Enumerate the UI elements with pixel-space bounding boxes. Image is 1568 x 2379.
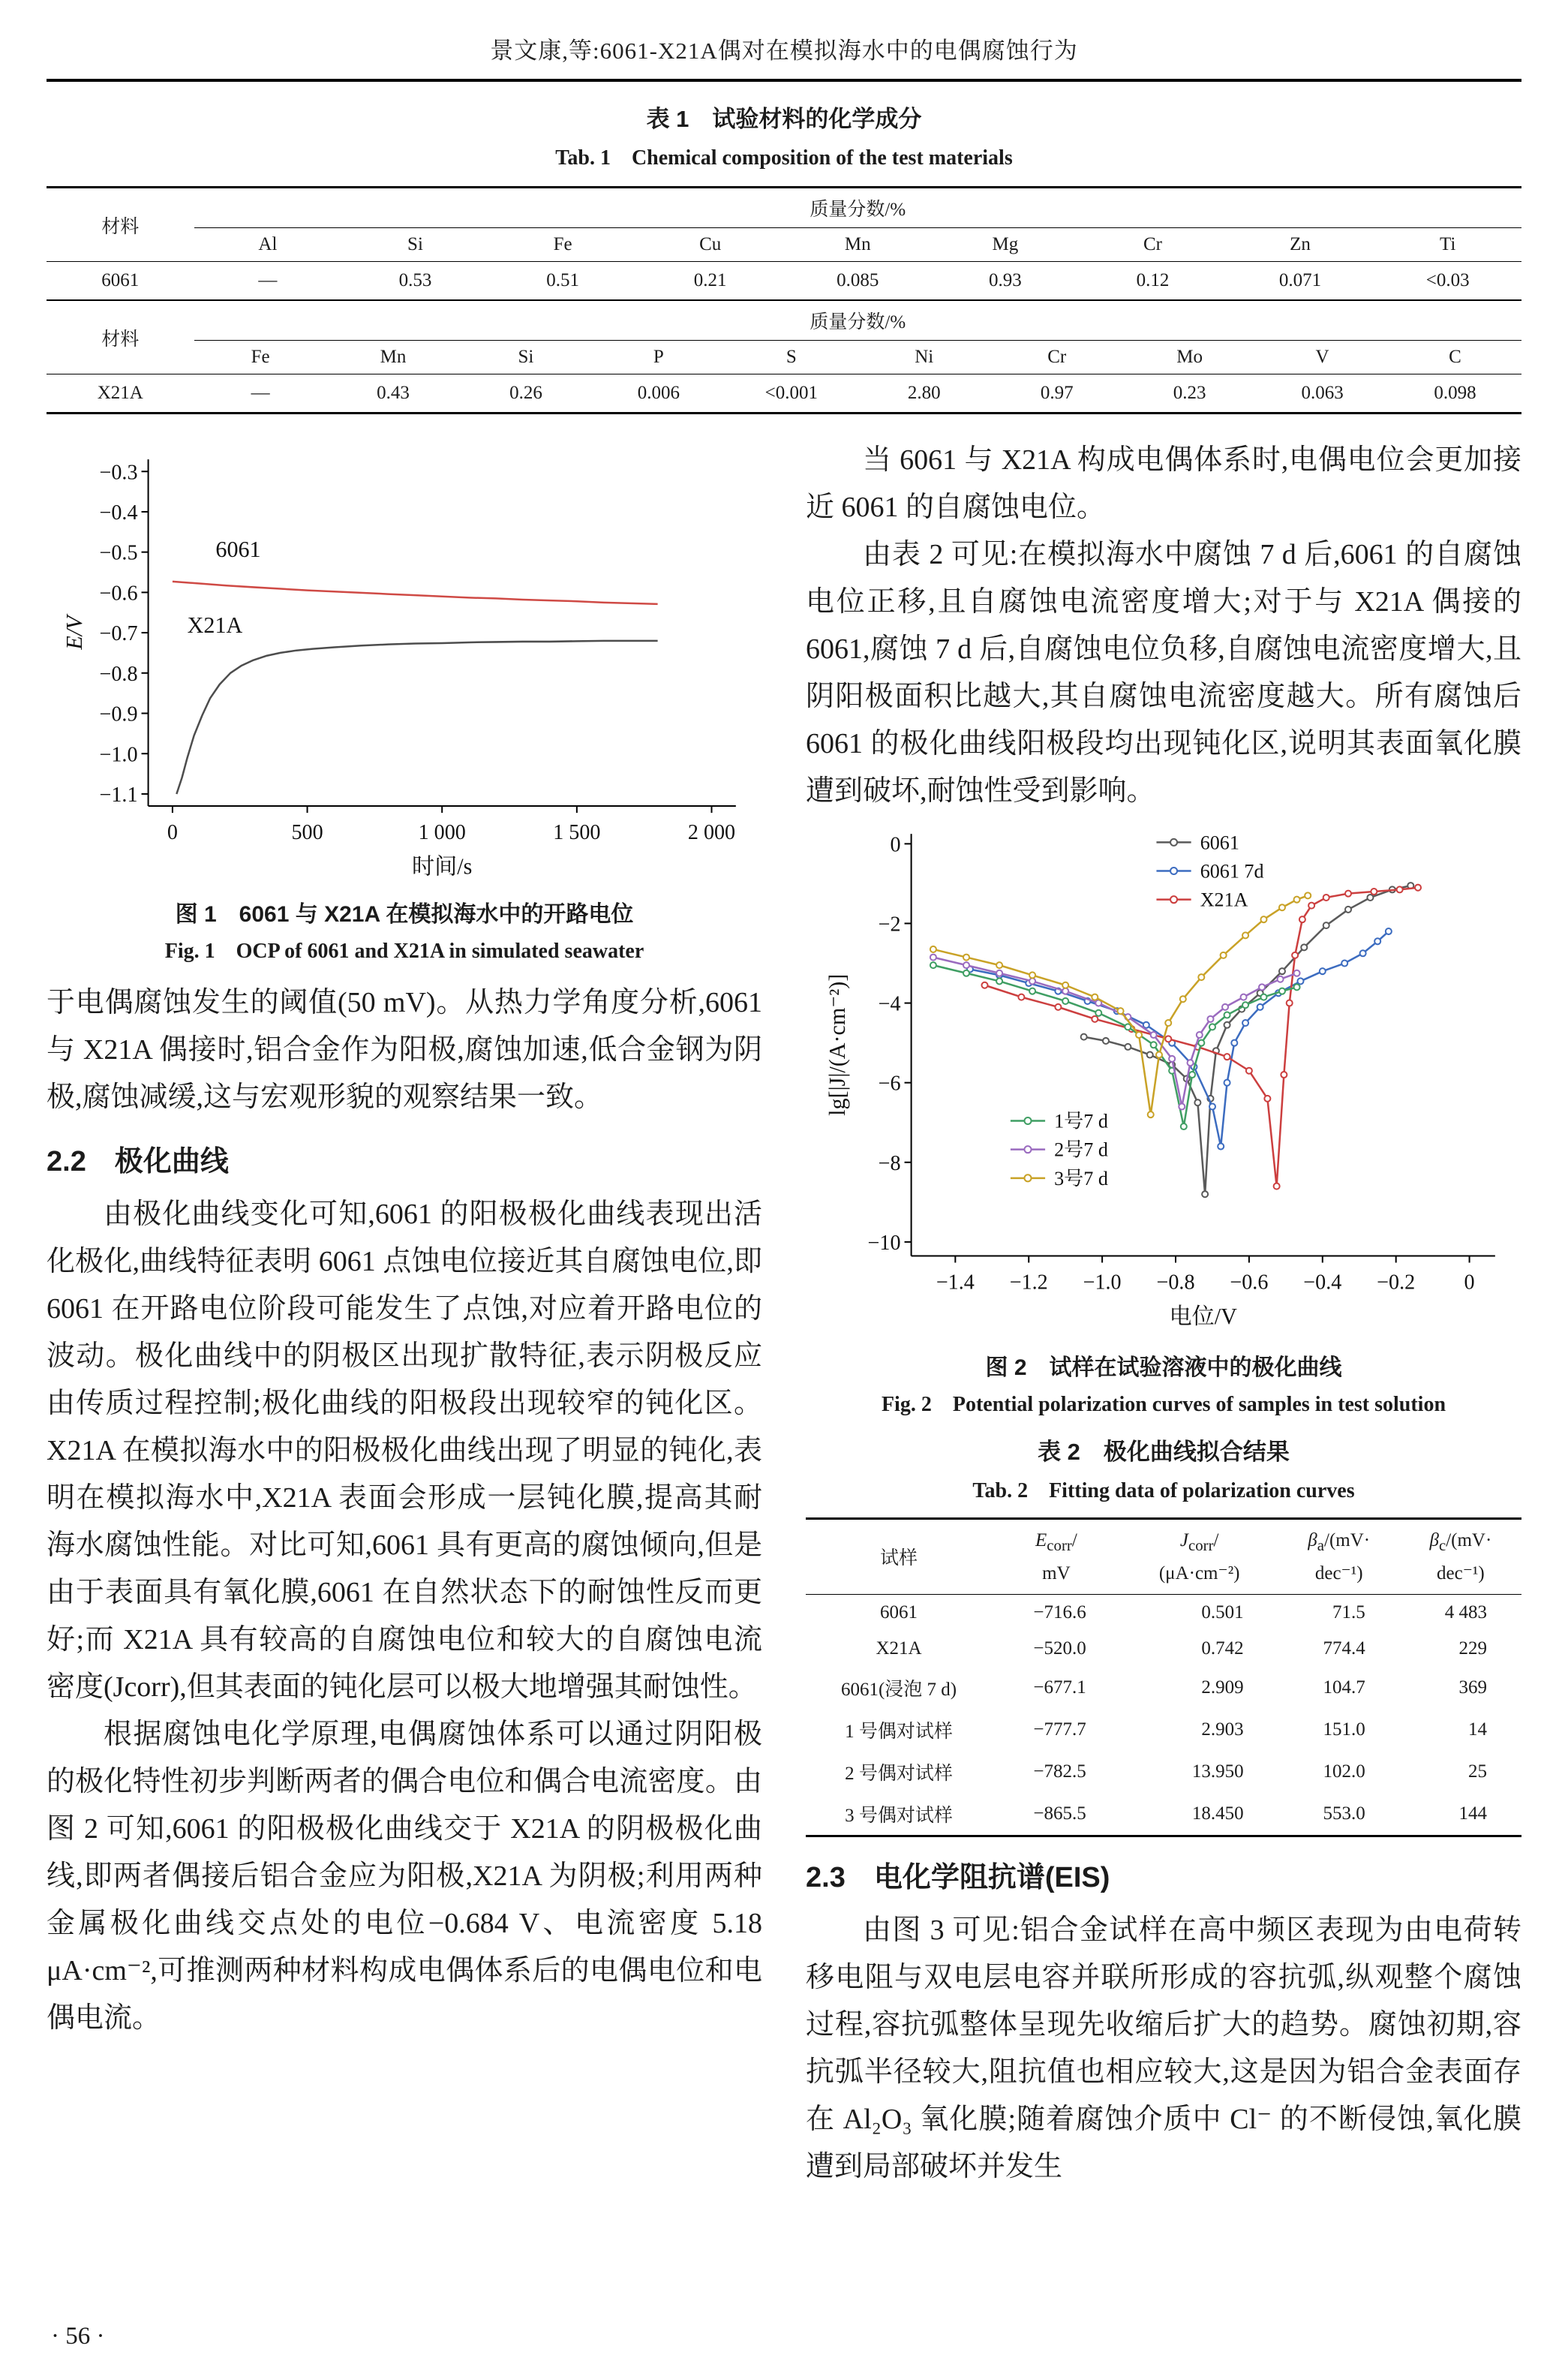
- table1-block-6061: [47, 186, 1521, 301]
- series-marker: [1274, 1183, 1280, 1190]
- series-marker: [1224, 1080, 1230, 1086]
- right-column: [806, 437, 1521, 2191]
- sample-name: 6061(浸泡 7 d): [840, 1679, 957, 1700]
- mass-value: 0.97: [1040, 383, 1074, 403]
- table-row: [806, 1793, 1521, 1836]
- y-tick-label: −0.4: [99, 501, 138, 525]
- series-marker: [1095, 1010, 1101, 1016]
- series-marker: [1125, 1044, 1131, 1050]
- table2-fitting-results: [806, 1517, 1521, 1837]
- legend-label: 3号7 d: [1054, 1167, 1108, 1190]
- series-marker: [1062, 982, 1068, 988]
- y-axis-label: E/V: [62, 615, 88, 650]
- x-tick-label: 1 500: [553, 821, 601, 845]
- legend-marker: [1024, 1174, 1031, 1181]
- series-marker: [1169, 1056, 1175, 1062]
- table1-title-en: Tab. 1 Chemical composition of the test materials: [555, 146, 1013, 170]
- series-marker: [963, 962, 969, 968]
- element-symbol: Fe: [489, 228, 637, 262]
- series-marker: [1018, 994, 1024, 1000]
- chem-header-row: [47, 301, 1521, 341]
- element-symbol: Mn: [784, 228, 932, 262]
- mass-value: 0.071: [1278, 270, 1322, 290]
- fig1-caption-zh: 图 1 6061 与 X21A 在模拟海水中的开路电位: [175, 901, 634, 927]
- y-tick-label: −2: [878, 913, 901, 937]
- polarization-chart: [806, 815, 1521, 1343]
- material-label: 材料: [47, 188, 194, 262]
- y-tick-label: −4: [878, 992, 901, 1016]
- series-marker: [1374, 938, 1380, 944]
- series-marker: [1202, 1191, 1208, 1197]
- fit-value: 229: [1458, 1638, 1487, 1659]
- series-marker: [1397, 886, 1403, 892]
- y-tick-label: −1.0: [99, 743, 138, 767]
- series-marker: [996, 962, 1002, 968]
- series-marker: [1242, 1002, 1248, 1008]
- element-symbol: P: [592, 341, 725, 374]
- material-name: 6061: [101, 270, 140, 290]
- sample-name: 2 号偶对试样: [845, 1763, 953, 1784]
- table-row: [806, 1751, 1521, 1793]
- element-symbol: Cr: [1079, 228, 1227, 262]
- series-marker: [1278, 976, 1284, 982]
- fit-value: 2.909: [1201, 1677, 1244, 1698]
- y-tick-label: −0.7: [99, 622, 138, 646]
- table1-section: [47, 100, 1521, 414]
- fig2-caption-zh: 图 2 试样在试验溶液中的极化曲线: [985, 1355, 1342, 1380]
- series-marker: [1323, 895, 1329, 901]
- series-marker: [1181, 1123, 1187, 1129]
- fit-value: 102.0: [1323, 1761, 1365, 1782]
- series-marker: [930, 946, 936, 952]
- fit-value: −782.5: [1033, 1761, 1086, 1782]
- paragraph: 当 6061 与 X21A 构成电偶体系时,电偶电位会更加接近 6061 的自腐蚀电位。: [806, 444, 1521, 523]
- fit-value: 151.0: [1323, 1719, 1365, 1740]
- series-marker: [1118, 1008, 1124, 1014]
- series-marker: [1136, 1032, 1142, 1038]
- series-marker: [1092, 1016, 1098, 1022]
- series-marker: [1281, 1072, 1287, 1078]
- series-marker: [1279, 968, 1285, 974]
- paragraph: 由图 3 可见:铝合金试样在高中频区表现为由电荷转移电阻与双电层电容并联所形成的容抗弧,纵观整个腐蚀过程,容抗弧整体呈现先收缩后扩大的趋势。腐蚀初期,容抗弧半径较大,阻抗值也相应较大,这是因为铝合金表面存在 Al₂O₃ 氧化膜;随着腐蚀介质中 Cl⁻ 的不断侵蚀,氧化膜遭到局部破坏并发生: [806, 1914, 1521, 2182]
- chem-symbol-row: [47, 228, 1521, 262]
- left-column: [47, 437, 762, 2191]
- table2-col-sample: 试样: [806, 1518, 992, 1594]
- curve-label: 6061: [215, 537, 261, 563]
- x-tick-label: −1.2: [1009, 1271, 1048, 1295]
- series-marker: [1386, 928, 1392, 934]
- series-marker: [1242, 932, 1248, 938]
- series-marker: [1257, 1004, 1263, 1010]
- y-tick-label: −0.5: [99, 541, 138, 565]
- series-marker: [1224, 1012, 1230, 1018]
- mass-value: 0.23: [1173, 383, 1206, 403]
- fit-value: −716.6: [1033, 1602, 1086, 1623]
- series-marker: [1222, 1004, 1228, 1010]
- mass-value: —: [258, 270, 278, 290]
- series-marker: [930, 962, 936, 968]
- sample-name: 6061: [880, 1602, 918, 1623]
- sample-name: 3 号偶对试样: [845, 1805, 953, 1826]
- series-marker: [1292, 952, 1298, 958]
- series-marker: [1224, 1022, 1230, 1028]
- element-symbol: Zn: [1227, 228, 1374, 262]
- series-marker: [1209, 1024, 1215, 1030]
- series-marker: [1197, 1032, 1203, 1038]
- element-symbol: S: [725, 341, 858, 374]
- series-marker: [1294, 984, 1300, 990]
- series-marker: [1260, 994, 1266, 1000]
- series-marker: [1151, 1032, 1157, 1038]
- y-tick-label: −8: [878, 1151, 901, 1175]
- series-line-X21A: [176, 641, 657, 794]
- series-marker: [1294, 970, 1300, 976]
- x-tick-label: 0: [1464, 1271, 1475, 1295]
- legend-label: 2号7 d: [1054, 1138, 1108, 1161]
- series-marker: [1305, 892, 1311, 898]
- fit-value: 4 483: [1444, 1602, 1487, 1623]
- fig1-caption: [47, 895, 762, 964]
- series-marker: [1198, 1040, 1204, 1046]
- series-marker: [1180, 996, 1186, 1002]
- series-line-3号7 d: [933, 895, 1308, 1114]
- table-row: [47, 262, 1521, 301]
- fit-value: −865.5: [1033, 1803, 1086, 1824]
- table1-title-zh: 表 1 试验材料的化学成分: [646, 106, 922, 132]
- material-name: X21A: [97, 383, 143, 403]
- fit-value: 13.950: [1191, 1761, 1244, 1782]
- series-marker: [1308, 903, 1314, 909]
- paragraph: 由表 2 可见:在模拟海水中腐蚀 7 d 后,6061 的自腐蚀电位正移,且自腐蚀电流密度增大;对于与 X21A 偶接的 6061,腐蚀 7 d 后,自腐蚀电位负移,自腐蚀电流密度增大,且阴阳极面积比越大,其自腐蚀电流密度越大。所有腐蚀后 6061 的极化曲线阳极段均出现钝化区,说明其表面氧化膜遭到破坏,耐蚀性受到影响。: [806, 539, 1521, 807]
- element-symbol: C: [1389, 341, 1521, 374]
- mass-value: 0.085: [837, 270, 879, 290]
- y-tick-label: 0: [890, 833, 901, 857]
- fit-value: 144: [1458, 1803, 1487, 1824]
- page-header: [47, 32, 1521, 82]
- chem-header-row: [47, 188, 1521, 228]
- series-marker: [963, 955, 969, 961]
- series-line-2号7 d: [933, 958, 1297, 1107]
- table2-col-jcorr: $J_{corr}/$ (μA·cm⁻²): [1121, 1518, 1278, 1594]
- series-marker: [1029, 978, 1035, 984]
- mass-fraction-label: 质量分数/%: [194, 188, 1521, 228]
- x-tick-label: −1.4: [936, 1271, 975, 1295]
- mass-value: <0.03: [1425, 270, 1470, 290]
- fit-value: −677.1: [1033, 1677, 1086, 1698]
- mass-value: 0.53: [398, 270, 432, 290]
- fig2-caption: [806, 1349, 1521, 1418]
- series-marker: [1415, 885, 1421, 891]
- legend-label: 6061 7d: [1200, 860, 1264, 883]
- x-tick-label: 500: [291, 821, 323, 845]
- series-marker: [1062, 988, 1068, 994]
- table2-col-ecorr: $E_{corr}/$ mV: [992, 1518, 1121, 1594]
- series-marker: [1345, 891, 1351, 897]
- series-marker: [1371, 889, 1377, 895]
- table1-block-x21a: [47, 301, 1521, 414]
- fit-value: 2.903: [1201, 1719, 1244, 1740]
- running-head: 景文康,等:6061-X21A偶对在模拟海水中的电偶腐蚀行为: [490, 38, 1078, 64]
- legend-label: 1号7 d: [1054, 1110, 1108, 1132]
- series-marker: [1092, 994, 1098, 1000]
- fit-value: 25: [1468, 1761, 1487, 1782]
- fit-value: 553.0: [1323, 1803, 1365, 1824]
- sample-name: 1 号偶对试样: [845, 1721, 953, 1742]
- mass-value: 0.26: [509, 383, 542, 403]
- mass-value: 0.098: [1434, 383, 1476, 403]
- series-marker: [1179, 1104, 1185, 1110]
- header-rule: [47, 79, 1521, 82]
- element-symbol: Si: [459, 341, 592, 374]
- x-tick-label: −0.6: [1230, 1271, 1269, 1295]
- element-symbol: Cr: [990, 341, 1123, 374]
- table2-header-row: [806, 1518, 1521, 1594]
- sample-name: X21A: [876, 1638, 922, 1659]
- series-marker: [963, 970, 969, 976]
- series-line-6061: [1084, 886, 1411, 1194]
- series-marker: [1055, 1004, 1061, 1010]
- element-symbol: Mo: [1123, 341, 1256, 374]
- mass-value: 0.12: [1136, 270, 1170, 290]
- series-marker: [1218, 1144, 1224, 1150]
- series-marker: [1320, 968, 1326, 974]
- x-tick-label: 2 000: [687, 821, 736, 845]
- element-symbol: Fe: [194, 341, 327, 374]
- series-marker: [1259, 984, 1265, 990]
- mass-value: 0.063: [1301, 383, 1344, 403]
- series-marker: [1241, 994, 1247, 1000]
- y-tick-label: −6: [878, 1072, 901, 1096]
- series-marker: [1188, 1060, 1194, 1066]
- mass-value: 0.006: [637, 383, 680, 403]
- table-row: [806, 1631, 1521, 1667]
- fit-value: 0.501: [1201, 1602, 1244, 1623]
- ocp-chart: [47, 437, 762, 889]
- y-tick-label: −0.9: [99, 702, 138, 726]
- y-tick-label: −0.3: [99, 461, 138, 485]
- fit-value: 369: [1458, 1677, 1487, 1698]
- series-marker: [1165, 1020, 1171, 1026]
- series-marker: [1151, 1042, 1157, 1048]
- legend-marker: [1170, 868, 1177, 874]
- x-tick-label: −0.8: [1156, 1271, 1195, 1295]
- paragraph: 于电偶腐蚀发生的阈值(50 mV)。从热力学角度分析,6061 与 X21A 偶接时,铝合金作为阳极,腐蚀加速,低合金钢为阴极,腐蚀减缓,这与宏观形貌的观察结果一致。: [47, 986, 762, 1113]
- legend-marker: [1024, 1146, 1031, 1153]
- two-column-body: [47, 437, 1521, 2191]
- series-line-1号7 d: [933, 965, 1297, 1126]
- mass-value: —: [251, 383, 270, 403]
- table-row: [806, 1594, 1521, 1631]
- fit-value: 18.450: [1191, 1803, 1244, 1824]
- series-marker: [1264, 1096, 1270, 1102]
- x-tick-label: −0.2: [1377, 1271, 1416, 1295]
- series-marker: [1103, 1038, 1109, 1044]
- y-tick-label: −10: [867, 1231, 901, 1255]
- table2-col-beta-a: $\beta_a/(mV\cdot$ dec⁻¹): [1278, 1518, 1400, 1594]
- series-marker: [1297, 978, 1303, 984]
- paragraph: 根据腐蚀电化学原理,电偶腐蚀体系可以通过阴阳极的极化特性初步判断两者的偶合电位和偶合电流密度。由图 2 可知,6061 的阳极极化曲线交于 X21A 的阴极极化曲线,即两者偶接后铝合金应为阳极,X21A 为阴极;利用两种金属极化曲线交点处的电位−0.684 V、电流密度 5.18 μA·cm⁻²,可推测两种材料构成电偶体系后的电偶电位和电偶电流。: [47, 1718, 762, 2034]
- mass-value: <0.001: [764, 383, 818, 403]
- table2-body: [806, 1594, 1521, 1836]
- series-marker: [981, 982, 987, 988]
- series-marker: [1323, 922, 1329, 928]
- series-marker: [1279, 988, 1285, 994]
- fit-value: −777.7: [1033, 1719, 1086, 1740]
- x-tick-label: 0: [167, 821, 178, 845]
- series-marker: [1224, 1054, 1230, 1060]
- series-marker: [1209, 1104, 1215, 1110]
- series-marker: [1294, 897, 1300, 903]
- section-heading-2-3: 2.3 电化学阻抗谱(EIS): [806, 1861, 1110, 1893]
- table2-title-en: Tab. 2 Fitting data of polarization curves: [972, 1478, 1355, 1502]
- material-label: 材料: [47, 301, 194, 374]
- series-marker: [1242, 1020, 1248, 1026]
- series-marker: [1029, 972, 1035, 978]
- table-row: [806, 1709, 1521, 1751]
- series-marker: [1360, 950, 1366, 956]
- series-marker: [1194, 1099, 1200, 1105]
- series-marker: [1148, 1111, 1154, 1117]
- curve-label: X21A: [187, 612, 243, 639]
- legend-marker: [1024, 1117, 1031, 1124]
- element-symbol: Ti: [1374, 228, 1521, 262]
- mass-value: 0.21: [693, 270, 727, 290]
- figure-2: [806, 815, 1521, 1418]
- element-symbol: Mn: [327, 341, 460, 374]
- series-marker: [996, 970, 1002, 976]
- fig1-caption-en: Fig. 1 OCP of 6061 and X21A in simulated seawater: [164, 939, 644, 963]
- series-marker: [1345, 907, 1351, 913]
- series-marker: [1279, 904, 1285, 910]
- y-tick-label: −0.6: [99, 582, 138, 606]
- mass-fraction-label: 质量分数/%: [194, 301, 1521, 341]
- section-heading-2-2: 2.2 极化曲线: [47, 1145, 229, 1177]
- series-marker: [1198, 974, 1204, 980]
- table2-title-zh: 表 2 极化曲线拟合结果: [1038, 1438, 1290, 1465]
- element-symbol: V: [1256, 341, 1389, 374]
- legend-marker: [1170, 839, 1177, 846]
- element-symbol: Ni: [858, 341, 990, 374]
- fit-value: 774.4: [1323, 1638, 1365, 1659]
- series-marker: [1301, 944, 1307, 950]
- fit-value: 14: [1468, 1719, 1487, 1740]
- chem-symbol-row: [47, 341, 1521, 374]
- series-marker: [1207, 1016, 1213, 1022]
- series-marker: [1143, 1022, 1149, 1028]
- element-symbol: Cu: [636, 228, 784, 262]
- series-marker: [1189, 1072, 1195, 1078]
- series-line-6061: [173, 582, 658, 604]
- fit-value: −520.0: [1033, 1638, 1086, 1659]
- element-symbol: Mg: [932, 228, 1080, 262]
- x-tick-label: 1 000: [418, 821, 466, 845]
- table2-col-beta-c: $\beta_c/(mV\cdot$ dec⁻¹): [1400, 1518, 1521, 1594]
- element-symbol: Si: [341, 228, 489, 262]
- series-marker: [1231, 1040, 1237, 1046]
- series-marker: [1367, 895, 1373, 901]
- series-marker: [1246, 1068, 1252, 1074]
- legend-label: 6061: [1200, 832, 1239, 854]
- fig2-caption-en: Fig. 2 Potential polarization curves of samples in test solution: [881, 1392, 1446, 1416]
- y-tick-label: −0.8: [99, 662, 138, 686]
- mass-value: 0.93: [988, 270, 1022, 290]
- table-row: [806, 1667, 1521, 1709]
- series-marker: [1221, 952, 1227, 958]
- y-tick-label: −1.1: [99, 783, 138, 807]
- series-marker: [930, 955, 936, 961]
- series-marker: [1156, 1052, 1162, 1058]
- series-marker: [996, 978, 1002, 984]
- fit-value: 0.742: [1201, 1638, 1244, 1659]
- paragraph: 由极化曲线变化可知,6061 的阳极极化曲线表现出活化极化,曲线特征表明 6061 点蚀电位接近其自腐蚀电位,即 6061 在开路电位阶段可能发生了点蚀,对应着开路电位的波动。极化曲线中的阴极区出现扩散特征,表示阴极反应由传质过程控制;极化曲线的阳极段出现较窄的钝化区。X21A 在模拟海水中的阳极极化曲线出现了明显的钝化,表明在模拟海水中,X21A 表面会形成一层钝化膜,提高其耐海水腐蚀性能。对比可知,6061 具有更高的腐蚀倾向,但是由于表面具有氧化膜,6061 在自然状态下的耐蚀性反而更好;而 X21A 具有较高的自腐蚀电位和较大的自腐蚀电流密度(Jcorr),但其表面的钝化层可以极大地增强其耐蚀性。: [47, 1198, 762, 1703]
- fit-value: 104.7: [1323, 1677, 1365, 1698]
- x-axis-label: 时间/s: [412, 853, 473, 880]
- mass-value: 0.51: [546, 270, 579, 290]
- series-marker: [1062, 998, 1068, 1004]
- x-tick-label: −1.0: [1083, 1271, 1122, 1295]
- table-row: [47, 374, 1521, 414]
- series-line-6061 7d: [970, 931, 1389, 1146]
- x-axis-label: 电位/V: [1169, 1303, 1237, 1329]
- legend-marker: [1170, 896, 1177, 903]
- y-axis-label: lg[|J|/(A·cm⁻²)]: [825, 973, 851, 1116]
- mass-value: 2.80: [907, 383, 941, 403]
- series-marker: [1147, 1052, 1153, 1058]
- fit-value: 71.5: [1332, 1602, 1365, 1623]
- series-marker: [1341, 961, 1347, 967]
- legend-label: X21A: [1200, 889, 1248, 911]
- series-marker: [1029, 988, 1035, 994]
- series-marker: [1081, 1034, 1087, 1040]
- series-marker: [1287, 1000, 1293, 1006]
- series-marker: [1299, 916, 1305, 922]
- page-number: · 56 ·: [51, 2323, 105, 2350]
- series-marker: [1165, 1036, 1171, 1042]
- x-tick-label: −0.4: [1303, 1271, 1342, 1295]
- mass-value: 0.43: [377, 383, 410, 403]
- series-marker: [1260, 916, 1266, 922]
- element-symbol: Al: [194, 228, 342, 262]
- figure-1: [47, 437, 762, 964]
